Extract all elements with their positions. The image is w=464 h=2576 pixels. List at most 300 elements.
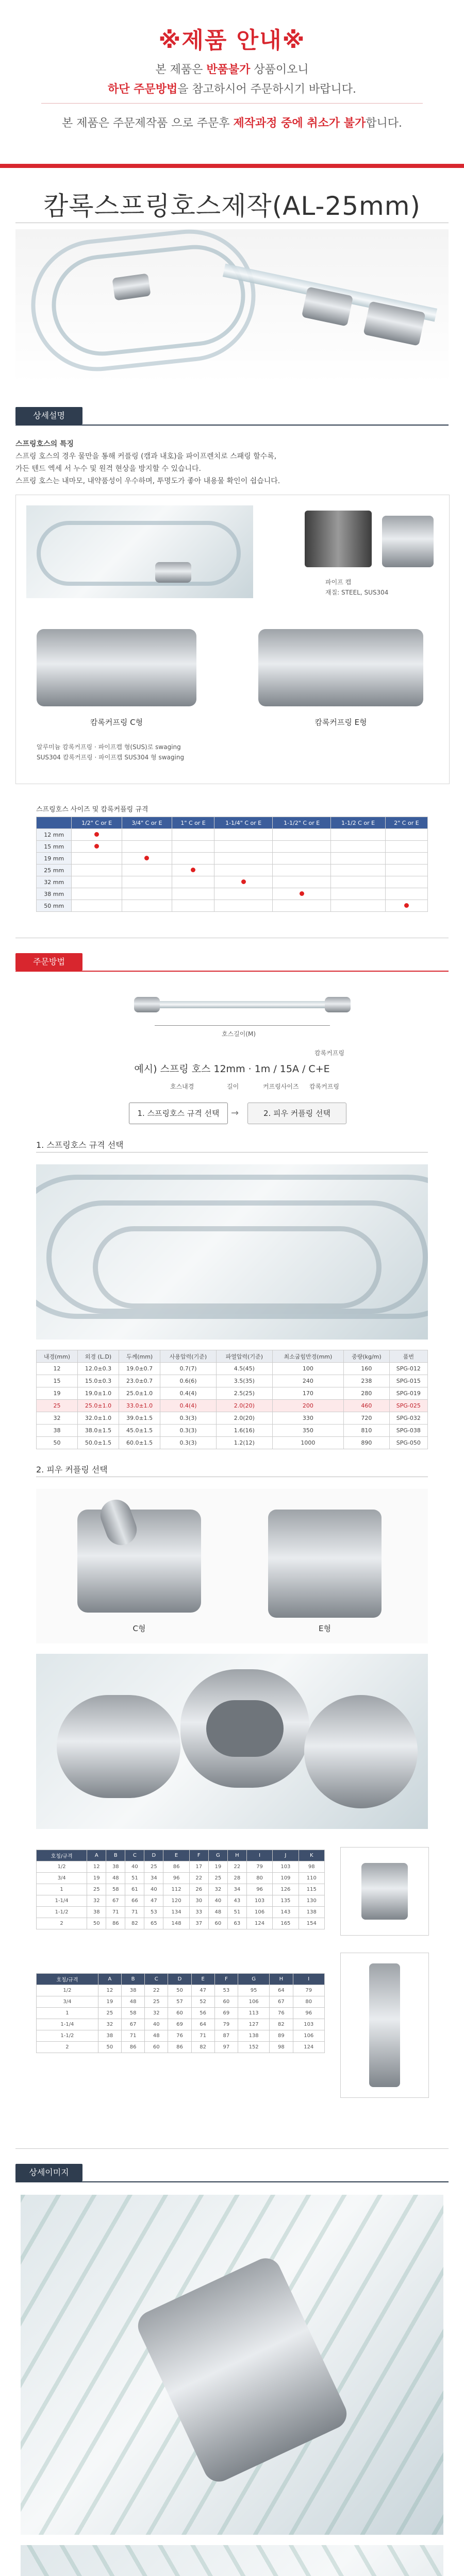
spec-cell: 32.0±1.0 [77,1412,119,1425]
size-table-header-cell: 1/2" C or E [72,817,122,829]
dim-cell: 60 [168,2008,191,2019]
dim-cell: 12 [87,1861,106,1873]
coupler-closeup-1 [57,1695,180,1798]
size-cell [331,876,386,888]
dim-cell: 32 [145,2008,168,2019]
coupler-c-type-image [77,1510,201,1613]
c-type-drawing-body [361,1863,408,1920]
size-cell [122,900,172,912]
spec-cell: 19 [37,1387,78,1400]
dim-cell: 50 [87,1918,106,1929]
size-row-label: 50 mm [37,900,72,912]
table-row [37,2019,325,2030]
spec-header-cell: 사용압력(기준) [160,1350,217,1363]
dim-cell: 148 [163,1918,189,1929]
dim-header-cell: J [273,1850,299,1861]
dim-cell: 25 [145,1996,168,2008]
size-row-label: 19 mm [37,853,72,865]
dim-header-cell: D [144,1850,163,1861]
dim-cell: 2 [37,2042,98,2053]
size-table-header-cell: 3/4" C or E [122,817,172,829]
hose-diagram-right-coupler [325,997,351,1012]
compat-dot-icon [404,903,409,908]
size-row-label: 25 mm [37,865,72,876]
coupler-e-type-image [268,1510,382,1618]
dim-cell: 82 [270,2019,293,2030]
dim-cell: 12 [98,1985,121,1996]
dim-cell: 57 [168,1996,191,2008]
dim-cell: 22 [189,1873,208,1884]
spec-cell: 25.0±1.0 [119,1387,160,1400]
size-table-header-cell: 2" C or E [385,817,427,829]
spec-cell: 720 [344,1412,390,1425]
section-tag-images: 상세이미지 [15,2164,82,2181]
annotation-coupler-size: 커프링사이즈 [263,1083,299,1090]
spec-header-cell: 외경 (L.D) [77,1350,119,1363]
dim-cell: 1 [37,2008,98,2019]
dim-cell: 19 [208,1861,227,1873]
dim-cell: 38 [98,2030,121,2042]
dim-cell: 138 [238,2030,269,2042]
size-cell [331,900,386,912]
dim-cell: 154 [299,1918,324,1929]
table-row [37,2008,325,2019]
size-cell [172,865,214,876]
dim-cell: 103 [273,1861,299,1873]
notice-text: 본 제품은 [155,63,207,76]
spec-cell: 23.0±0.7 [119,1375,160,1387]
dim-cell: 52 [191,1996,214,2008]
table-row [37,1363,428,1375]
size-cell [214,900,273,912]
dim-cell: 65 [144,1918,163,1929]
size-cell [72,876,122,888]
dim-cell: 1/2 [37,1985,98,1996]
spec-header-cell: 중량(kg/m) [344,1350,390,1363]
section-line-order [15,971,449,972]
size-cell [273,888,331,900]
size-table-header-cell: 1" C or E [172,817,214,829]
hose-spec-table [36,1350,428,1449]
spec-cell: 25.0±1.0 [77,1400,119,1412]
dim-cell: 124 [293,2042,324,2053]
spec-cell: 50.0±1.5 [77,1437,119,1449]
dim-cell: 47 [144,1895,163,1907]
dim-cell: 48 [106,1873,125,1884]
size-table-header-cell: 1-1/2" C or E [273,817,331,829]
dim-header-cell: D [168,1974,191,1985]
dim-cell: 40 [145,2019,168,2030]
size-cell [72,841,122,853]
dim-cell: 82 [191,2042,214,2053]
compat-dot-icon [94,832,99,837]
annotation-camlock: 캄록커프링 [309,1083,339,1090]
spec-cell: 330 [272,1412,343,1425]
dim-header-cell: A [87,1850,106,1861]
dim-cell: 60 [214,1996,238,2008]
compat-dot-icon [191,868,195,872]
select-coupler-title: 2. 피우 커플링 선택 [36,1465,108,1475]
spec-cell: 45.0±1.5 [119,1425,160,1437]
table-row [37,841,428,853]
dim-cell: 58 [106,1884,125,1895]
dim-header-cell: I [293,1974,324,1985]
dim-cell: 25 [98,2008,121,2019]
pipe-cap-label: 파이프 캡 [325,579,352,586]
step-1-button[interactable]: 1. 스프링호스 규격 선택 [129,1103,228,1124]
table-row [37,1907,325,1918]
size-cell [331,888,386,900]
table-row [37,853,428,865]
order-example: 예시) 스프링 호스 12mm · 1m / 15A / C+E [134,1063,330,1075]
notice-title: ※제품 안내※ [158,27,306,54]
size-cell [214,865,273,876]
description-line: 스프링 호스의 경우 물만을 통해 커플링 (캠과 내호)을 파이프렌치로 스패링 할수록, [15,452,277,461]
notice-emphasis: 하단 주문방법 [108,83,178,96]
spec-cell: 2.0(20) [216,1412,272,1425]
dim-cell: 64 [270,1985,293,1996]
size-cell [385,876,427,888]
dim-header-cell: E [163,1850,189,1861]
size-row-label: 12 mm [37,829,72,841]
spec-cell: 12 [37,1363,78,1375]
dim-cell: 60 [208,1918,227,1929]
size-cell [172,888,214,900]
dim-cell: 82 [125,1918,144,1929]
table-row [37,1884,325,1895]
dim-cell: 124 [246,1918,272,1929]
dim-cell: 110 [299,1873,324,1884]
dim-cell: 120 [163,1895,189,1907]
dim-cell: 1-1/2 [37,2030,98,2042]
section-line-images [15,2181,449,2182]
size-table-header-cell: 1-1/4" C or E [214,817,273,829]
section-line [15,425,449,426]
c-type-label: C형 [132,1624,146,1633]
size-cell [214,876,273,888]
camlock-e-label: 캄록커프링 E형 [314,718,367,727]
spec-cell: 3.5(35) [216,1375,272,1387]
dim-cell: 69 [214,2008,238,2019]
table-row [37,900,428,912]
spec-cell: SPG-032 [389,1412,427,1425]
select-hose-underline [36,1152,428,1153]
spec-cell: SPG-015 [389,1375,427,1387]
section-tag-order: 주문방법 [15,953,82,971]
dim-cell: 40 [208,1895,227,1907]
spec-cell: 280 [344,1387,390,1400]
size-cell [385,900,427,912]
hose-diagram-left-coupler [134,997,160,1012]
spec-header-cell: 파열압력(기준) [216,1350,272,1363]
spec-table-header [37,1350,428,1363]
spec-cell: 32 [37,1412,78,1425]
table-row [37,1387,428,1400]
spec-cell: 0.6(6) [160,1375,217,1387]
size-cell [72,865,122,876]
spec-cell: 38.0±1.5 [77,1425,119,1437]
spec-cell: 4.5(45) [216,1363,272,1375]
dim-cell: 138 [299,1907,324,1918]
dim-cell: 60 [145,2042,168,2053]
spec-cell: SPG-025 [389,1400,427,1412]
dim-cell: 79 [214,2019,238,2030]
size-row-label: 15 mm [37,841,72,853]
table-row [37,2042,325,2053]
size-cell [214,829,273,841]
dim-cell: 38 [106,1861,125,1873]
dim-cell: 17 [189,1861,208,1873]
description-line: 스프링 호스는 내마모, 내약품성이 우수하며, 투명도가 좋아 내용물 확인이 쉽습니다. [15,477,280,485]
dim-cell: 86 [106,1918,125,1929]
notice-bottom-bar [0,164,464,168]
table-row [37,865,428,876]
dim-cell: 26 [189,1884,208,1895]
dim-cell: 32 [87,1895,106,1907]
dim-cell: 19 [98,1996,121,2008]
size-cell [385,829,427,841]
size-cell [172,876,214,888]
notice-line-1 [0,61,464,77]
spec-cell: 15.0±0.3 [77,1375,119,1387]
select-hose-title: 1. 스프링호스 규격 선택 [36,1140,124,1150]
size-cell [214,888,273,900]
spec-cell: 810 [344,1425,390,1437]
size-cell [122,876,172,888]
hose-diagram-body [155,1001,330,1008]
pipe-cap-sus-image [382,516,434,567]
dim-cell: 67 [122,2019,145,2030]
dim-cell: 50 [168,1985,191,1996]
notice-line-2 [0,80,464,96]
dim-header-cell: F [189,1850,208,1861]
dim-cell: 22 [145,1985,168,1996]
dim-table-header [37,1850,325,1861]
spec-cell: 38 [37,1425,78,1437]
dim-cell: 87 [214,2030,238,2042]
table-row [37,2030,325,2042]
dim-cell: 106 [293,2030,324,2042]
description-line: 가든 텐드 엑세 서 누수 및 원격 현상을 방지할 수 있습니다. [15,465,202,473]
dim-cell: 152 [238,2042,269,2053]
hose-length-label: 호스길이(M) [222,1030,256,1038]
dim-cell: 143 [273,1907,299,1918]
hose-sample-photo [26,505,253,598]
table-row [37,1996,325,2008]
spec-cell: 0.7(7) [160,1363,217,1375]
dim-cell: 47 [191,1985,214,1996]
spec-cell: 1.2(12) [216,1437,272,1449]
spec-header-cell: 최소굽힘반경(mm) [272,1350,343,1363]
spec-cell: SPG-050 [389,1437,427,1449]
spec-cell: 39.0±1.5 [119,1412,160,1425]
detail-photo-1 [21,2195,443,2535]
swaging-note: SUS304 캄록커프링 · 파이프캡 SUS304 형 swaging [37,754,185,761]
dim-cell: 1/2 [37,1861,87,1873]
notice-emphasis: 제작과정 중에 취소가 불가 [233,117,366,130]
table-row [37,876,428,888]
table-row [37,829,428,841]
dim-cell: 56 [191,2008,214,2019]
size-cell [72,900,122,912]
dim-cell: 66 [125,1895,144,1907]
spec-cell: SPG-038 [389,1425,427,1437]
hose-diagram [134,997,351,1012]
dim-cell: 135 [273,1895,299,1907]
size-cell [331,841,386,853]
size-cell [72,888,122,900]
dim-cell: 51 [227,1907,246,1918]
dim-cell: 51 [125,1873,144,1884]
notice-text: 을 참고하시어 주문하시기 바랍니다. [177,83,356,96]
compat-dot-icon [300,891,304,896]
dim-header-cell: H [270,1974,293,1985]
size-cell [122,853,172,865]
product-title: 캄록스프링호스제작(AL-25mm) [43,191,421,221]
dim-cell: 67 [270,1996,293,2008]
dim-cell: 3/4 [37,1996,98,2008]
hose-coil-photo-3 [93,1226,382,1309]
notice-box [0,0,464,164]
spec-cell: 238 [344,1375,390,1387]
dim-cell: 32 [98,2019,121,2030]
arrow-right-icon: → [231,1108,239,1118]
section-divider [15,2148,449,2149]
dim-cell: 1-1/4 [37,1895,87,1907]
detail-photo-2 [21,2545,443,2576]
table-row [37,1412,428,1425]
size-table-header [37,817,428,829]
table-row [37,1873,325,1884]
dim-table-header [37,1974,325,1985]
spec-cell: SPG-019 [389,1387,427,1400]
spec-cell: 200 [272,1400,343,1412]
table-row [37,888,428,900]
size-cell [172,853,214,865]
table-row [37,1985,325,1996]
size-cell [331,865,386,876]
dim-cell: 67 [106,1895,125,1907]
dim-cell: 28 [227,1873,246,1884]
dim-cell: 43 [227,1895,246,1907]
table-row [37,1861,325,1873]
size-cell [273,853,331,865]
hero-product-image [15,229,449,384]
dim-cell: 34 [144,1873,163,1884]
spec-cell: 460 [344,1400,390,1412]
e-type-label: E형 [319,1624,331,1633]
spec-cell: SPG-012 [389,1363,427,1375]
dim-cell: 33 [189,1907,208,1918]
description-block [15,438,449,487]
size-table-title: 스프링호스 사이즈 및 캄록커플링 규격 [36,806,148,814]
annotation-inner-diameter: 호스내경 [170,1083,194,1090]
table-row [37,1425,428,1437]
dim-cell: 53 [214,1985,238,1996]
dim-cell: 79 [246,1861,272,1873]
dim-cell: 32 [208,1884,227,1895]
compat-dot-icon [94,844,99,849]
dim-cell: 97 [214,2042,238,2053]
dim-cell: 76 [270,2008,293,2019]
dim-cell: 79 [293,1985,324,1996]
size-cell [172,829,214,841]
dim-cell: 106 [246,1907,272,1918]
size-table-header-cell [37,817,72,829]
spec-cell: 1.6(16) [216,1425,272,1437]
dim-cell: 30 [189,1895,208,1907]
table-row [37,1918,325,1929]
spec-cell: 0.3(3) [160,1437,217,1449]
pipe-cap-steel-image [305,511,372,567]
notice-line-3 [0,114,464,130]
spec-cell: 33.0±1.0 [119,1400,160,1412]
coupler-sample [155,562,191,583]
dim-cell: 126 [273,1884,299,1895]
spec-cell: 0.4(4) [160,1400,217,1412]
length-dimension-line [155,1025,330,1026]
coupler-closeup-photo [36,1654,428,1829]
dim-cell: 96 [293,2008,324,2019]
spec-cell: 170 [272,1387,343,1400]
spec-cell: 15 [37,1375,78,1387]
spec-cell: 19.0±0.7 [119,1363,160,1375]
dim-cell: 86 [168,2042,191,2053]
size-table-header-cell: 1-1/2 C or E [331,817,386,829]
description-title: 스프링호스의 특징 [15,440,74,448]
dim-cell: 76 [168,2030,191,2042]
size-cell [72,829,122,841]
dim-cell: 48 [145,2030,168,2042]
spec-cell: 1000 [272,1437,343,1449]
table-row [37,1437,428,1449]
c-type-dimension-table [36,1850,325,1929]
dim-cell: 80 [293,1996,324,2008]
hose-loop-illustration [37,521,241,586]
spec-header-cell: 두께(mm) [119,1350,160,1363]
spec-cell: 0.3(3) [160,1425,217,1437]
hose-texture [21,2545,443,2576]
size-cell [214,841,273,853]
spec-cell: 2.0(20) [216,1400,272,1412]
dim-cell: 109 [273,1873,299,1884]
size-cell [273,829,331,841]
dim-cell: 19 [87,1873,106,1884]
size-cell [122,841,172,853]
dim-cell: 63 [227,1918,246,1929]
camlock-c-label: 캄록커프링 C형 [90,718,143,727]
dim-cell: 89 [270,2030,293,2042]
dim-cell: 98 [270,2042,293,2053]
size-cell [122,865,172,876]
dim-cell: 71 [125,1907,144,1918]
spring-hose-photo [36,1164,428,1340]
spec-cell: 60.0±1.5 [119,1437,160,1449]
dim-header-cell: K [299,1850,324,1861]
dim-cell: 1-1/4 [37,2019,98,2030]
dim-cell: 38 [122,1985,145,1996]
dim-header-cell: G [208,1850,227,1861]
dim-cell: 98 [299,1861,324,1873]
size-cell [273,876,331,888]
dim-cell: 25 [144,1861,163,1873]
size-row-label: 32 mm [37,876,72,888]
dim-header-cell: H [227,1850,246,1861]
size-cell [385,888,427,900]
coupler-types-figure [36,1489,428,1643]
dim-header-cell: 호칭/규격 [37,1850,87,1861]
step-2-button[interactable]: 2. 피우 커플링 선택 [247,1103,346,1124]
